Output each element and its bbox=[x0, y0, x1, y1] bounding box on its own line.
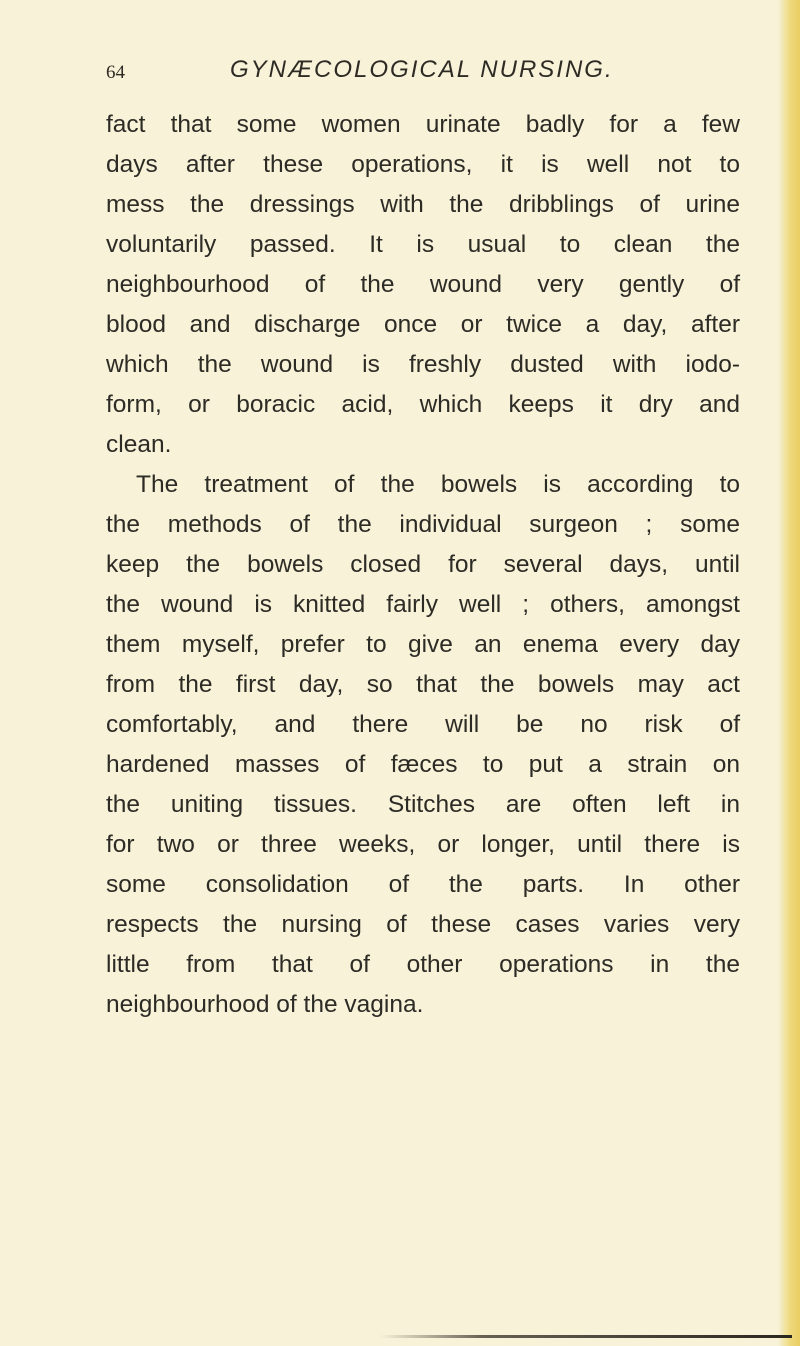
paragraph-2 bbox=[106, 465, 740, 1025]
text-line: the methods of the individual surgeon ; some bbox=[106, 511, 740, 538]
page-number: 64 bbox=[106, 62, 125, 83]
paragraph-1 bbox=[106, 105, 740, 465]
text-line: for two or three weeks, or longer, until there is bbox=[106, 831, 740, 858]
text-line: the uniting tissues. Stitches are often left in bbox=[106, 791, 740, 818]
text-line: form, or boracic acid, which keeps it dry and bbox=[106, 391, 740, 418]
text-line: comfortably, and there will be no risk of bbox=[106, 711, 740, 738]
text-line: the wound is knitted fairly well ; others, amongst bbox=[106, 591, 740, 618]
text-line: hardened masses of fæces to put a strain on bbox=[106, 751, 740, 778]
text-line: days after these operations, it is well not to bbox=[106, 151, 740, 178]
text-line: from the first day, so that the bowels may act bbox=[106, 671, 740, 698]
text-line: The treatment of the bowels is according to bbox=[136, 471, 740, 498]
text-line: blood and discharge once or twice a day, after bbox=[106, 311, 740, 338]
text-line: mess the dressings with the dribblings of urine bbox=[106, 191, 740, 218]
text-line: them myself, prefer to give an enema every day bbox=[106, 631, 740, 658]
page-edge bbox=[784, 0, 800, 1346]
text-line: keep the bowels closed for several days, until bbox=[106, 551, 740, 578]
running-title: GYNÆCOLOGICAL NURSING. bbox=[230, 56, 614, 83]
text-line: neighbourhood of the wound very gently of bbox=[106, 271, 740, 298]
text-line: neighbourhood of the vagina. bbox=[106, 991, 424, 1018]
body-text bbox=[106, 105, 740, 1025]
text-line: little from that of other operations in the bbox=[106, 951, 740, 978]
running-head bbox=[106, 56, 746, 92]
text-line: fact that some women urinate badly for a few bbox=[106, 111, 740, 138]
page-bottom-edge bbox=[380, 1335, 792, 1338]
text-line: clean. bbox=[106, 431, 172, 458]
text-line: voluntarily passed. It is usual to clean the bbox=[106, 231, 740, 258]
text-line: some consolidation of the parts. In other bbox=[106, 871, 740, 898]
text-line: which the wound is freshly dusted with iodo- bbox=[106, 351, 740, 378]
text-line: respects the nursing of these cases varies very bbox=[106, 911, 740, 938]
